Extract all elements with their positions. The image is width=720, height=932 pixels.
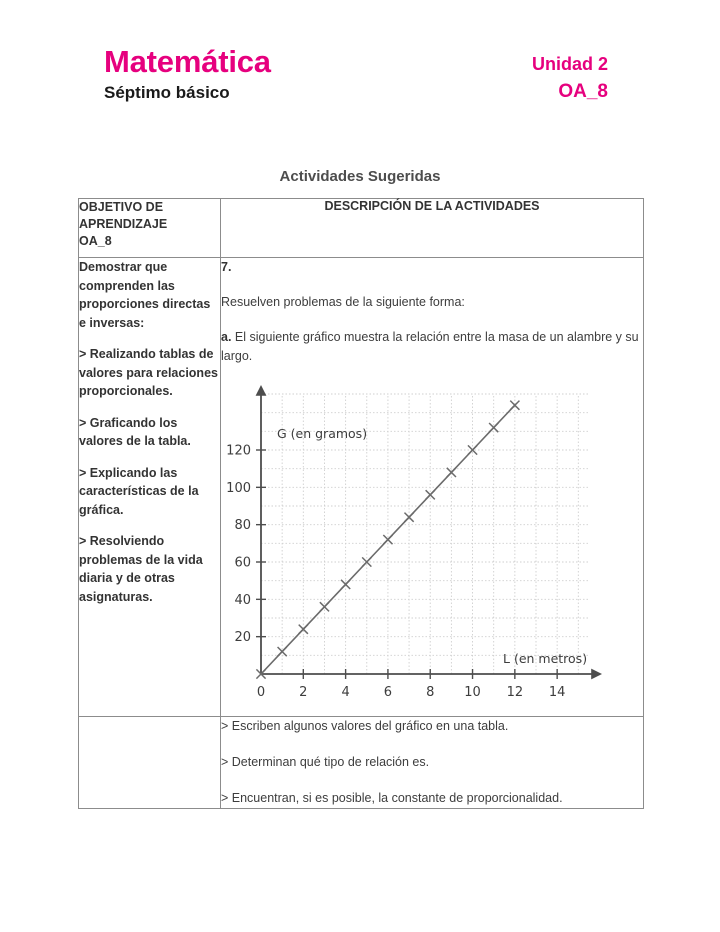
- svg-text:0: 0: [256, 685, 266, 700]
- grade-level: Séptimo básico: [104, 83, 230, 102]
- activities-table: [78, 198, 644, 809]
- svg-text:8: 8: [426, 685, 435, 700]
- activity-intro: Resuelven problemas de la siguiente forma:: [221, 295, 465, 309]
- objective-intro: Demostrar que comprenden las proporciones directas e inversas:: [79, 260, 211, 330]
- chart-ticks: [256, 450, 557, 679]
- svg-text:14: 14: [548, 685, 566, 700]
- unit-block: [532, 52, 608, 105]
- svg-text:10: 10: [464, 685, 481, 700]
- description-cell: [221, 258, 644, 717]
- svg-text:120: 120: [226, 443, 251, 459]
- objective-item-3: > Resolviendo problemas de la vida diaria y de otras asignaturas.: [79, 534, 203, 604]
- objective-cell-empty: [79, 717, 221, 809]
- header-objective-line1: OBJETIVO DE: [79, 200, 164, 214]
- activity-item-letter: a.: [221, 330, 232, 344]
- brand-block: [104, 44, 271, 104]
- svg-text:4: 4: [341, 685, 350, 700]
- objective-item-0: > Realizando tablas de valores para relaciones proporcionales.: [79, 347, 218, 398]
- bullet-1: > Determinan qué tipo de relación es.: [221, 755, 430, 769]
- svg-text:20: 20: [234, 630, 251, 646]
- unit-number: Unidad 2: [531, 54, 608, 74]
- table-content-row: [79, 258, 644, 717]
- page-header: [0, 0, 720, 130]
- activity-item-a: [221, 328, 643, 366]
- svg-text:100: 100: [226, 480, 251, 496]
- subject-title: Matemática: [104, 44, 271, 79]
- table-header-row: [79, 199, 644, 258]
- bullet-2: > Encuentran, si es posible, la constante de proporcionalidad.: [221, 791, 563, 805]
- page-title: Actividades Sugeridas: [279, 168, 441, 185]
- objective-cell: [79, 258, 221, 717]
- x-axis-label: L (en metros): [503, 651, 588, 666]
- activity-number: 7.: [221, 260, 232, 274]
- svg-text:12: 12: [506, 685, 524, 700]
- bullets-cell: [221, 717, 644, 809]
- svg-text:40: 40: [234, 592, 251, 608]
- header-cell-objective: [79, 199, 221, 258]
- activity-item-text: El siguiente gráfico muestra la relación entre la masa de un alambre y su largo.: [221, 330, 639, 363]
- bullet-0: > Escriben algunos valores del gráfico en una tabla.: [221, 719, 509, 733]
- chart-svg: [221, 382, 616, 712]
- proportionality-chart: [221, 382, 616, 712]
- svg-text:60: 60: [234, 555, 251, 571]
- svg-text:6: 6: [383, 685, 393, 700]
- header-objective-line3: OA_8: [79, 234, 112, 248]
- objective-item-1: > Graficando los valores de la tabla.: [79, 415, 191, 448]
- header-objective-line2: APRENDIZAJE: [79, 217, 168, 231]
- table-bullets-row: [79, 717, 644, 809]
- oa-code: OA_8: [558, 81, 608, 102]
- svg-text:2: 2: [299, 685, 308, 700]
- y-axis-label: G (en gramos): [277, 426, 368, 441]
- header-cell-description: DESCRIPCIÓN DE LA ACTIVIDADES: [221, 199, 644, 258]
- objective-item-2: > Explicando las características de la gráfica.: [79, 465, 199, 517]
- svg-text:80: 80: [234, 518, 251, 534]
